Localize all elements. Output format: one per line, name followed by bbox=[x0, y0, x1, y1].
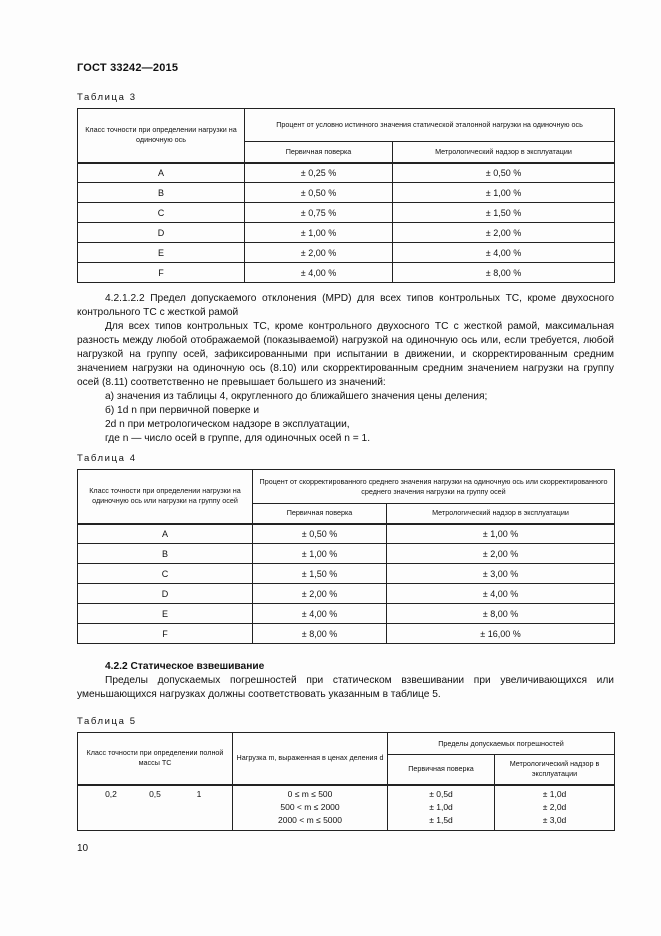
table5-col2-header: Нагрузка m, выраженная в ценах деления d bbox=[233, 733, 388, 785]
table-row bbox=[78, 263, 615, 283]
table4-cell: ± 2,00 % bbox=[387, 544, 615, 564]
table5-primary bbox=[388, 785, 495, 831]
table-row bbox=[78, 604, 615, 624]
table4-sub2-header: Метрологический надзор в эксплуатации bbox=[387, 504, 615, 524]
list-item-b: б) 1d n при первичной поверке и bbox=[105, 405, 260, 416]
table3-col1-header: Класс точности при определении нагрузки на одиночную ось bbox=[78, 109, 245, 163]
page-number: 10 bbox=[77, 843, 89, 854]
table4-cell: ± 1,00 % bbox=[253, 544, 387, 564]
table3-cell: ± 4,00 % bbox=[393, 243, 615, 263]
table5-service-0: ± 1,0d bbox=[542, 788, 567, 799]
table4-sub1-header: Первичная поверка bbox=[253, 504, 387, 524]
table3-cell: A bbox=[78, 163, 245, 183]
paragraph-static: Пределы допускаемых погрешностей при статическом взвешивании при увеличивающихся или уменьшающихся нагрузках должны соответствовать указанным в таблице 5. bbox=[77, 675, 614, 700]
table3-cell: ± 2,00 % bbox=[245, 243, 393, 263]
section-4-2-2 bbox=[77, 660, 614, 702]
table5-primary-0: ± 0,5d bbox=[429, 788, 453, 799]
table-row bbox=[78, 584, 615, 604]
table4-cell: ± 0,50 % bbox=[253, 524, 387, 544]
table3 bbox=[77, 108, 615, 283]
table5-sub2-header: Метрологический надзор в эксплуатации bbox=[495, 755, 615, 785]
table5-group-header: Пределы допускаемых погрешностей bbox=[388, 733, 615, 755]
table5-load-0: 0 ≤ m ≤ 500 bbox=[287, 788, 333, 799]
table3-cell: F bbox=[78, 263, 245, 283]
table-row bbox=[78, 163, 615, 183]
table4-cell: ± 2,00 % bbox=[253, 584, 387, 604]
table3-cell: C bbox=[78, 203, 245, 223]
table5-col1-header: Класс точности при определении полной массы ТС bbox=[78, 733, 233, 785]
table-row bbox=[78, 564, 615, 584]
table4-cell: C bbox=[78, 564, 253, 584]
table5-class-0: 0,2 bbox=[105, 788, 117, 799]
table-row bbox=[78, 624, 615, 644]
table4-cell: F bbox=[78, 624, 253, 644]
table-row bbox=[78, 183, 615, 203]
paragraph-mpd-body: Для всех типов контрольных ТС, кроме контрольного двухосного ТС с жесткой рамой, максимальная разность между любой отображаемой (показываемой) нагрузкой на одиночную ось или, если требуется, любой нагрузкой на группу осей, зафиксированными при испытании в движении, и скорректированным средним значением нагрузки на одиночную ось (8.10) или скорректированным средним значением нагрузки на группу осей (8.11) соответственно не превышает большего из значений: bbox=[77, 321, 614, 388]
table4-cell: B bbox=[78, 544, 253, 564]
section-4-2-1-2-2 bbox=[77, 292, 614, 446]
table5-class-1: 0,5 bbox=[149, 788, 161, 799]
table5-service-2: ± 3,0d bbox=[542, 814, 567, 825]
table-row bbox=[78, 544, 615, 564]
table4-cell: ± 1,50 % bbox=[253, 564, 387, 584]
table3-sub2-header: Метрологический надзор в эксплуатации bbox=[393, 142, 615, 163]
table4-cell: ± 4,00 % bbox=[253, 604, 387, 624]
table4-cell: ± 16,00 % bbox=[387, 624, 615, 644]
table5-primary-2: ± 1,5d bbox=[429, 814, 453, 825]
table3-cell: D bbox=[78, 223, 245, 243]
table4-cell: ± 8,00 % bbox=[387, 604, 615, 624]
table3-cell: ± 4,00 % bbox=[245, 263, 393, 283]
table3-cell: ± 0,50 % bbox=[245, 183, 393, 203]
table3-cell: ± 1,00 % bbox=[393, 183, 615, 203]
table5-caption: Таблица 5 bbox=[77, 716, 137, 727]
table5-class-2: 1 bbox=[196, 788, 202, 799]
table5-loads bbox=[233, 785, 388, 831]
table-row bbox=[78, 203, 615, 223]
table3-group-header: Процент от условно истинного значения статической эталонной нагрузки на одиночную ось bbox=[245, 109, 615, 142]
table3-cell: ± 0,75 % bbox=[245, 203, 393, 223]
table-row bbox=[78, 524, 615, 544]
table4-cell: E bbox=[78, 604, 253, 624]
table4-cell: ± 3,00 % bbox=[387, 564, 615, 584]
table3-caption: Таблица 3 bbox=[77, 92, 137, 103]
table5-service bbox=[495, 785, 615, 831]
table3-cell: ± 0,25 % bbox=[245, 163, 393, 183]
table3-cell: ± 1,50 % bbox=[393, 203, 615, 223]
table4-cell: ± 4,00 % bbox=[387, 584, 615, 604]
list-item-b-cont: 2d n при метрологическом надзоре в эксплуатации, bbox=[105, 419, 350, 430]
table-row bbox=[78, 223, 615, 243]
table5 bbox=[77, 732, 615, 831]
section-heading-static: 4.2.2 Статическое взвешивание bbox=[105, 661, 265, 672]
paragraph-mpd-title: 4.2.1.2.2 Предел допускаемого отклонения (MPD) для всех типов контрольных ТС, кроме двухосного контрольного ТС с жесткой рамой bbox=[77, 293, 614, 318]
table4-cell: ± 8,00 % bbox=[253, 624, 387, 644]
table3-cell: ± 0,50 % bbox=[393, 163, 615, 183]
table5-primary-1: ± 1,0d bbox=[429, 801, 453, 812]
table4-cell: A bbox=[78, 524, 253, 544]
table4-col1-header: Класс точности при определении нагрузки на одиночную ось или нагрузки на группу осей bbox=[78, 470, 253, 524]
table5-service-1: ± 2,0d bbox=[542, 801, 567, 812]
table3-sub1-header: Первичная поверка bbox=[245, 142, 393, 163]
table3-cell: ± 1,00 % bbox=[245, 223, 393, 243]
table4-cell: D bbox=[78, 584, 253, 604]
table3-cell: ± 8,00 % bbox=[393, 263, 615, 283]
table5-load-2: 2000 < m ≤ 5000 bbox=[278, 814, 342, 825]
table4 bbox=[77, 469, 615, 644]
table5-classes bbox=[78, 785, 233, 831]
table4-cell: ± 1,00 % bbox=[387, 524, 615, 544]
table4-group-header: Процент от скорректированного среднего значения нагрузки на одиночную ось или скорректированного среднего значения нагрузки на группу осей bbox=[253, 470, 615, 504]
list-item-a: а) значения из таблицы 4, округленного до ближайшего значения цены деления; bbox=[105, 391, 488, 402]
table5-sub1-header: Первичная поверка bbox=[388, 755, 495, 785]
table4-caption: Таблица 4 bbox=[77, 453, 137, 464]
table3-cell: B bbox=[78, 183, 245, 203]
list-note-n: где n — число осей в группе, для одиночных осей n = 1. bbox=[105, 433, 371, 444]
table-row bbox=[78, 243, 615, 263]
table5-load-1: 500 < m ≤ 2000 bbox=[280, 801, 340, 812]
standard-header: ГОСТ 33242—2015 bbox=[77, 62, 179, 74]
table3-cell: ± 2,00 % bbox=[393, 223, 615, 243]
table3-cell: E bbox=[78, 243, 245, 263]
